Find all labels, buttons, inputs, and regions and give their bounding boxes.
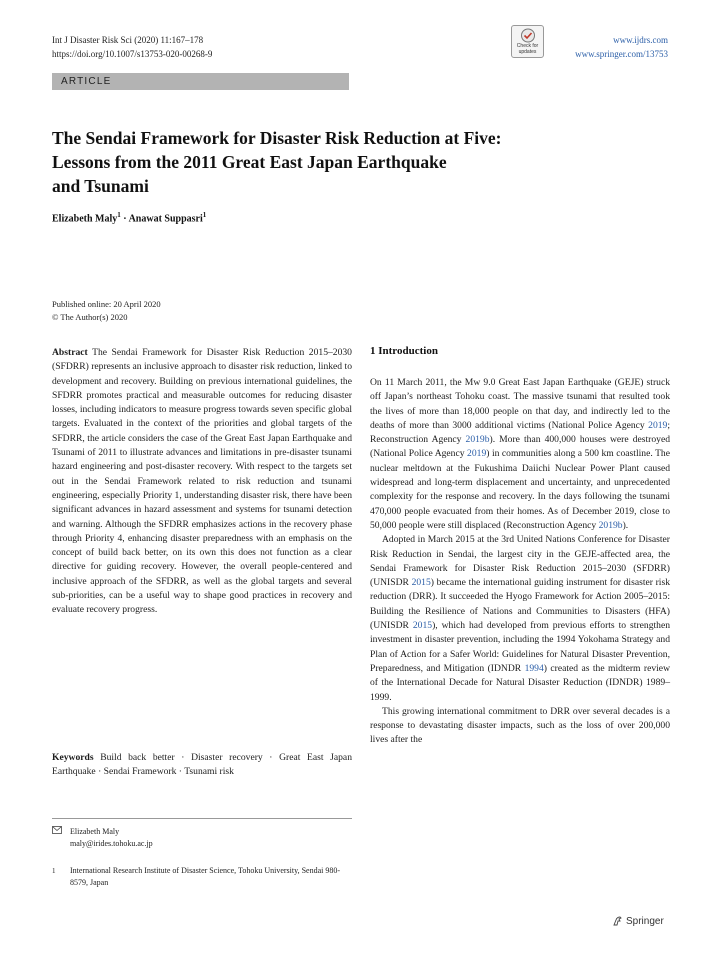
intro-text-segment: ), which had developed from previous efforts to strengthen investment in disaster prevention, including the 1994 Yokohama Strategy and Plan of Action for a Safer World: Guidelines for Natural Disaster Prevention, Preparedness, and Mitigation (IDNDR: [370, 620, 671, 674]
section-heading: 1 Introduction: [370, 345, 438, 357]
publication-meta: [52, 298, 161, 324]
badge-line-2: updates: [518, 49, 537, 55]
citation-link[interactable]: 2019: [467, 448, 487, 460]
footnote-rule: [52, 818, 352, 819]
title-line-1: The Sendai Framework for Disaster Risk Reduction at Five:: [52, 128, 502, 148]
journal-links: [575, 33, 668, 61]
running-header: [52, 33, 212, 61]
springer-link[interactable]: www.springer.com/13753: [575, 49, 668, 59]
published-date: Published online: 20 April 2020: [52, 299, 161, 309]
citation-link[interactable]: 1994: [524, 662, 544, 674]
abstract-text: The Sendai Framework for Disaster Risk Reduction 2015–2030 (SFDRR) represents an inclusive approach to disaster risk reduction, linked to development and recovery. Building on previous international guidelines, the SFDRR promotes practical and measurable outcomes for reducing disaster losses, including indicators to measure progress towards seven specific global targets. Evaluated in the context of the priorities and global targets of the SFDRR, the article considers the case of the Great East Japan Earthquake and Tsunami of 2011 to illustrate advances and limitations in pre-disaster tsunami hazard engineering and post-disaster recovery. With respect to the targets set out in the Sendai Framework related to risk reduction and tsunami engineering, especially Priority 1, understanding disaster risk, there have been significant advances in hazard assessment and systems for tsunami detection and warning. Although the SFDRR emphasizes actions in the recovery phase through Priority 4, enhancing disaster preparedness with an emphasis on the concept of build back better, on its own this does not function as a clear directive for guiding recovery. However, the overall people-centered and inclusive approach of the SFDRR, as well as the global targets and several sub-priorities, can be a useful way to shape good practices in recovery and evaluate recovery progress.: [52, 347, 352, 616]
intro-paragraph-2: [370, 533, 670, 705]
citation-link[interactable]: 2015: [411, 577, 431, 589]
author-name[interactable]: Anawat Suppasri: [128, 213, 203, 225]
copyright-line: © The Author(s) 2020: [52, 312, 128, 322]
citation-link[interactable]: 2019b: [598, 519, 623, 531]
intro-text-segment: ; Reconstruction Agency: [370, 419, 670, 446]
publisher-name: Springer: [626, 915, 664, 927]
intro-text-segment: Adopted in March 2015 at the 3rd United Nations Conference for Disaster Risk Reduction in Sendai, the largest city in the GEJE-affected area, the Sendai Framework for Disaster Risk Reduction 2015–2030 (SFDRR) (UNISDR: [370, 534, 670, 589]
author-separator: ·: [120, 213, 129, 225]
envelope-icon: [52, 826, 70, 850]
author-affiliation-mark: 1: [117, 211, 121, 219]
intro-text-segment: This growing international commitment to DRR over several decades is a response to devastating disaster impacts, such as the loss of over 200,000 lives after the: [370, 705, 670, 746]
abstract-section: [52, 346, 352, 618]
publisher-logo: [612, 915, 664, 927]
springer-horse-icon: [612, 915, 624, 927]
intro-text-segment: ).: [622, 519, 629, 531]
title-line-2: Lessons from the 2011 Great East Japan Earthquake: [52, 152, 447, 172]
keywords-label: Keywords: [52, 752, 94, 763]
citation-link[interactable]: 2019b: [465, 434, 490, 446]
article-title: [52, 126, 612, 198]
author-list: [52, 211, 206, 224]
citation-link[interactable]: 2015: [412, 620, 433, 632]
introduction-body: [370, 376, 670, 748]
author-name[interactable]: Elizabeth Maly: [52, 213, 118, 225]
check-updates-icon: [520, 28, 536, 43]
citation-link[interactable]: 2019: [648, 419, 668, 431]
intro-paragraph-1: [370, 376, 670, 533]
affiliation-note: [52, 865, 352, 889]
keywords-section: [52, 751, 352, 780]
ijdrs-link[interactable]: www.ijdrs.com: [613, 35, 668, 45]
affiliation-number: 1: [52, 867, 56, 875]
abstract-label: Abstract: [52, 347, 88, 358]
correspondence-name: Elizabeth Maly: [70, 827, 120, 836]
intro-text-segment: ) in communities along a 500 km coastline. The nuclear meltdown at the Fukushima Daiichi Nuclear Power Plant caused widespread and long-term displacement and uncertainty, and unprecedented complexity for the response and recovery. In the days following the tsunami 470,000 people evacuated from their homes. As of December 2019, close to 50,000 people were still displaced (Reconstruction Agency: [370, 448, 670, 531]
correspondence-email[interactable]: maly@irides.tohoku.ac.jp: [70, 839, 153, 848]
affiliation-text: International Research Institute of Disaster Science, Tohoku University, Sendai 980-8579, Japan: [70, 866, 341, 887]
journal-citation: Int J Disaster Risk Sci (2020) 11:167–178: [52, 35, 204, 45]
article-type-label: ARTICLE: [61, 76, 112, 87]
badge-line-1: Check for: [516, 43, 539, 49]
check-for-updates-badge[interactable]: [511, 25, 544, 58]
title-line-3: and Tsunami: [52, 176, 149, 196]
author-affiliation-mark: 1: [202, 211, 207, 219]
intro-text-segment: ) became the international guiding instrument for disaster risk reduction (DRR). It succeeded the Hyogo Framework for Action 2005–2015: Building the Resilience of Nations and Communities to Disasters (HFA) (UNISDR: [370, 577, 670, 632]
intro-text-segment: On 11 March 2011, the Mw 9.0 Great East Japan Earthquake (GEJE) struck off Japan’s northeast Tohoku coast. The massive tsunami that resulted took the lives of more than 18,000 people on that day, and indirectly led to the deaths of more than 3000 additional victims (National Police Agency: [370, 377, 670, 431]
intro-text-segment: ). More than 400,000 houses were destroyed (National Police Agency: [370, 434, 670, 460]
intro-text-segment: ) created as the midterm review of the International Decade for Natural Disaster Reduction (IDNDR) 1989–1999.: [370, 662, 670, 703]
correspondence-note: [52, 826, 352, 850]
intro-paragraph-3: [370, 705, 670, 748]
doi-link[interactable]: https://doi.org/10.1007/s13753-020-00268-9: [52, 49, 213, 59]
article-type-bar: [52, 73, 349, 90]
keywords-text: Build back better · Disaster recovery · Great East Japan Earthquake · Sendai Framework · Tsunami risk: [52, 752, 352, 778]
